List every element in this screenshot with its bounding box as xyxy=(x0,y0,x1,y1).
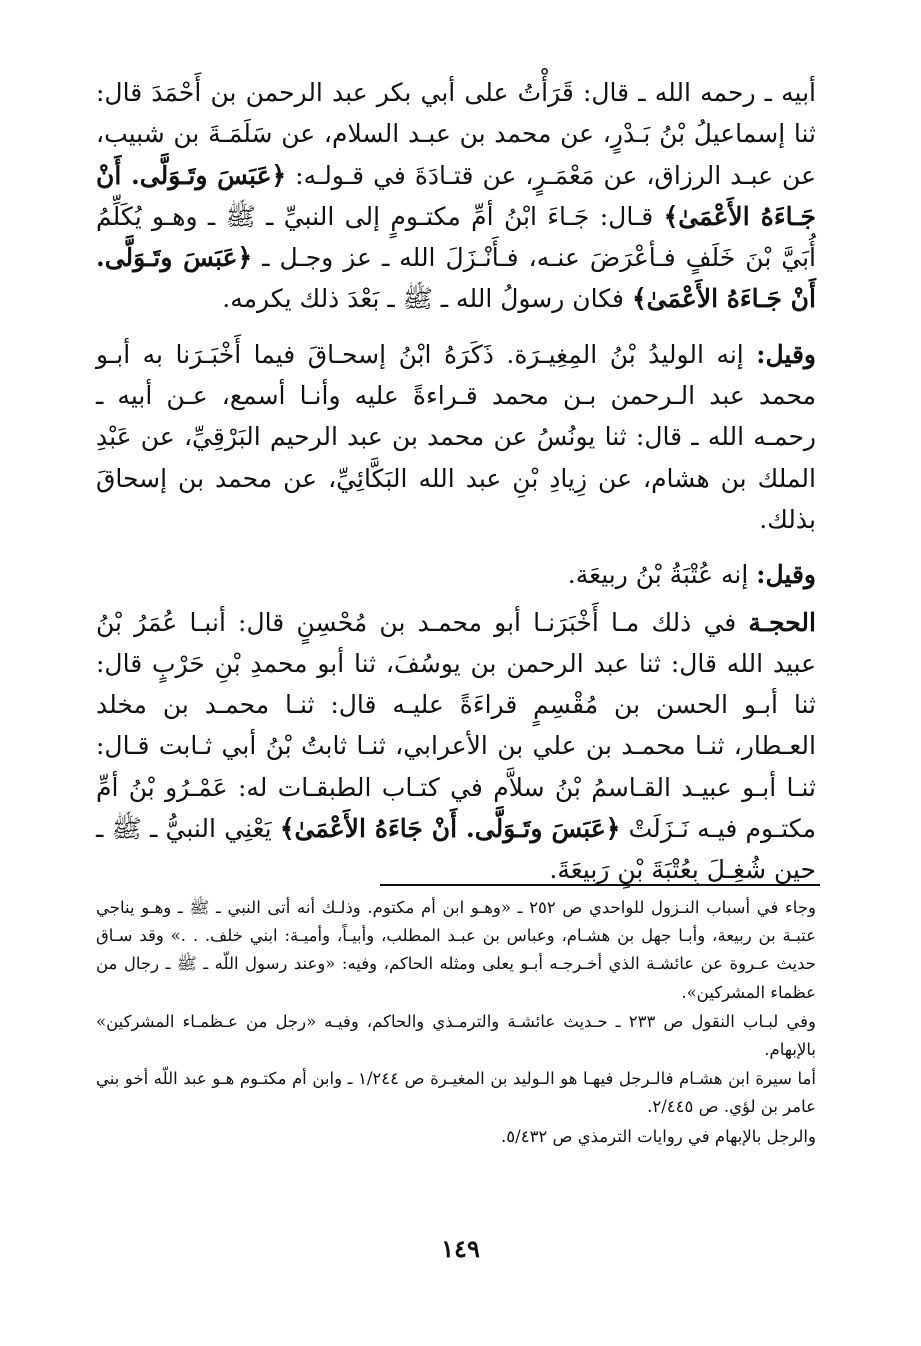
footnote-4: والرجل بالإبهام في روايات الترمذي ص ٥/٤٣٢. xyxy=(501,1126,816,1146)
footnotes xyxy=(96,894,816,1151)
footnote-3: أما سيرة ابن هشـام فالـرجل فيهـا هو الـوليد بن المغيـرة ص ١/٢٤٤ ـ وابن أم مكتـوم هـو عبد اللّه أخو بني عامر بن لؤي. ص ٢/٤٤٥. xyxy=(96,1069,816,1117)
bold-segment: الحجـة xyxy=(748,607,816,637)
text-segment: في ذلك مـا أَخْبَرَنـا أبو محمـد بن مُحْسِنٍ قال: أنبـا عُمَرُ بْنُ عبيد الله قال: ثنا عبد الرحمن بن يوسُفَ، ثنا أبو محمدِ بْنِ حَرْبٍ قال: ثنا أبـو الحسن بن مُقْسِمٍ قراءَةً عليـه قال: ثنـا محمـد بن مخلد العـطار، ثنـا محمـد بن علي بن الأعرابي، ثنـا ثابتُ بْنُ أبي ثـابت قـال: ثنـا أبـو عبيـد القـاسمُ بْنُ سلاَّم في كتـاب الطبقـات له: عَمْـرُو بْنُ أمِّ مكتـوم فيـه نَـزَلَتْ xyxy=(96,607,816,844)
page-number: ١٤٩ xyxy=(441,1234,480,1263)
paragraph-1 xyxy=(96,72,816,320)
footnote-divider xyxy=(380,884,820,886)
paragraph-2 xyxy=(96,334,816,540)
paragraph-3 xyxy=(96,554,816,595)
footnote-2: وفي لبـاب النقول ص ٢٣٣ ـ حـديث عائشـة والترمـذي والحاكم، وفيـه «رجل من عـظمـاء المشركين» بالإبهام. xyxy=(96,1011,816,1060)
text-segment: أبيه ـ رحمه الله ـ قال: قَرَأْتُ على أبي بكر عبد الرحمن بن أَحْمَدَ قال: ثنا إسماعيلُ بْنُ بَـدْرٍ، عن محمد بن عبـد السلام، عن سَلَمَـةَ بن شبيب، عن عبـد الرزاق، عن مَعْمَـرٍ، عن قتـادَةَ في قـولـه: xyxy=(96,78,816,190)
paragraph-4 xyxy=(96,602,816,891)
text-segment: إنه عُتْبَةُ بْنُ ربيعَة. xyxy=(567,560,757,590)
bold-segment: ﴿عَبَسَ وتَـوَلَّى. أَنْ جَاءَهُ الأَعْمَىٰ﴾ xyxy=(279,814,621,844)
text-segment: فكان رسولُ الله ـ ﷺ ـ بَعْدَ ذلك يكرمه. xyxy=(222,284,632,314)
bold-segment: وقيل: xyxy=(756,339,816,369)
text-segment: قـال: جَـاءَ ابْنُ أمِّ مكتـومٍ إلى النبيِّ ـ ﷺ ـ وهـو يُكَلِّمُ أُبَيَّ بْنَ خَلَفٍ فـأعْرَضَ عنـه، فـأَنْـزَلَ الله ـ عز وجـل ـ xyxy=(96,201,817,273)
bold-segment: ﴿عَبَسَ وتَـوَلَّى. أَنْ جَـاءَهُ الأَعْمَىٰ﴾ xyxy=(96,160,816,231)
text-segment: إنه الوليدُ بْنُ المِغِيـرَة. ذَكَرَهُ ابْنُ إسحـاقَ فيما أَخْبَـرَنا به أبـو محمد عبد الـرحمن بـن محمد قـراءةً عليه وأنـا أسمع، عـن أبيه ـ رحمـه الله ـ قال: ثنا يونُسُ عن محمد بن عبد الرحيم البَرْقِيِّ، عن عَبْدِ الملك بن هشام، عن زِيادِ بْنِ عبد الله البَكَّائِيِّ، عن محمد بن إسحاقَ بذلك. xyxy=(96,339,816,534)
bold-segment: وقيل: xyxy=(756,560,816,590)
footnote-1: وجاء في أسباب النـزول للواحدي ص ٢٥٢ ـ «وهـو ابن أم مكتوم. وذلـك أنه أتى النبي ـ ﷺ ـ وهـو يناجي عتبـة بن ربيعة، وأبـا جهل بن هشـام، وعباس بن عبـد المطلب، وأبيـاً، وأميـة: ابني خلف. . .» وقد سـاق حديث عـروة عن عائشـة الذي أخـرجـه أبـو يعلى ومثله الحاكم، وفيه: «وعند رسول اللّه ـ ﷺ ـ رجال من عظماء المشركين». xyxy=(96,898,816,1002)
text-segment: يَعْنِي النبيُّ ـ ﷺ ـ حين شُغِـلَ بِعُتْبَةَ بْنِ رَبِيعَةَ. xyxy=(96,814,816,885)
main-text xyxy=(96,72,816,891)
bold-segment: ﴿عَبَسَ وتَـوَلَّى. أَنْ جَـاءَهُ الأَعْمَىٰ﴾ xyxy=(96,243,816,314)
